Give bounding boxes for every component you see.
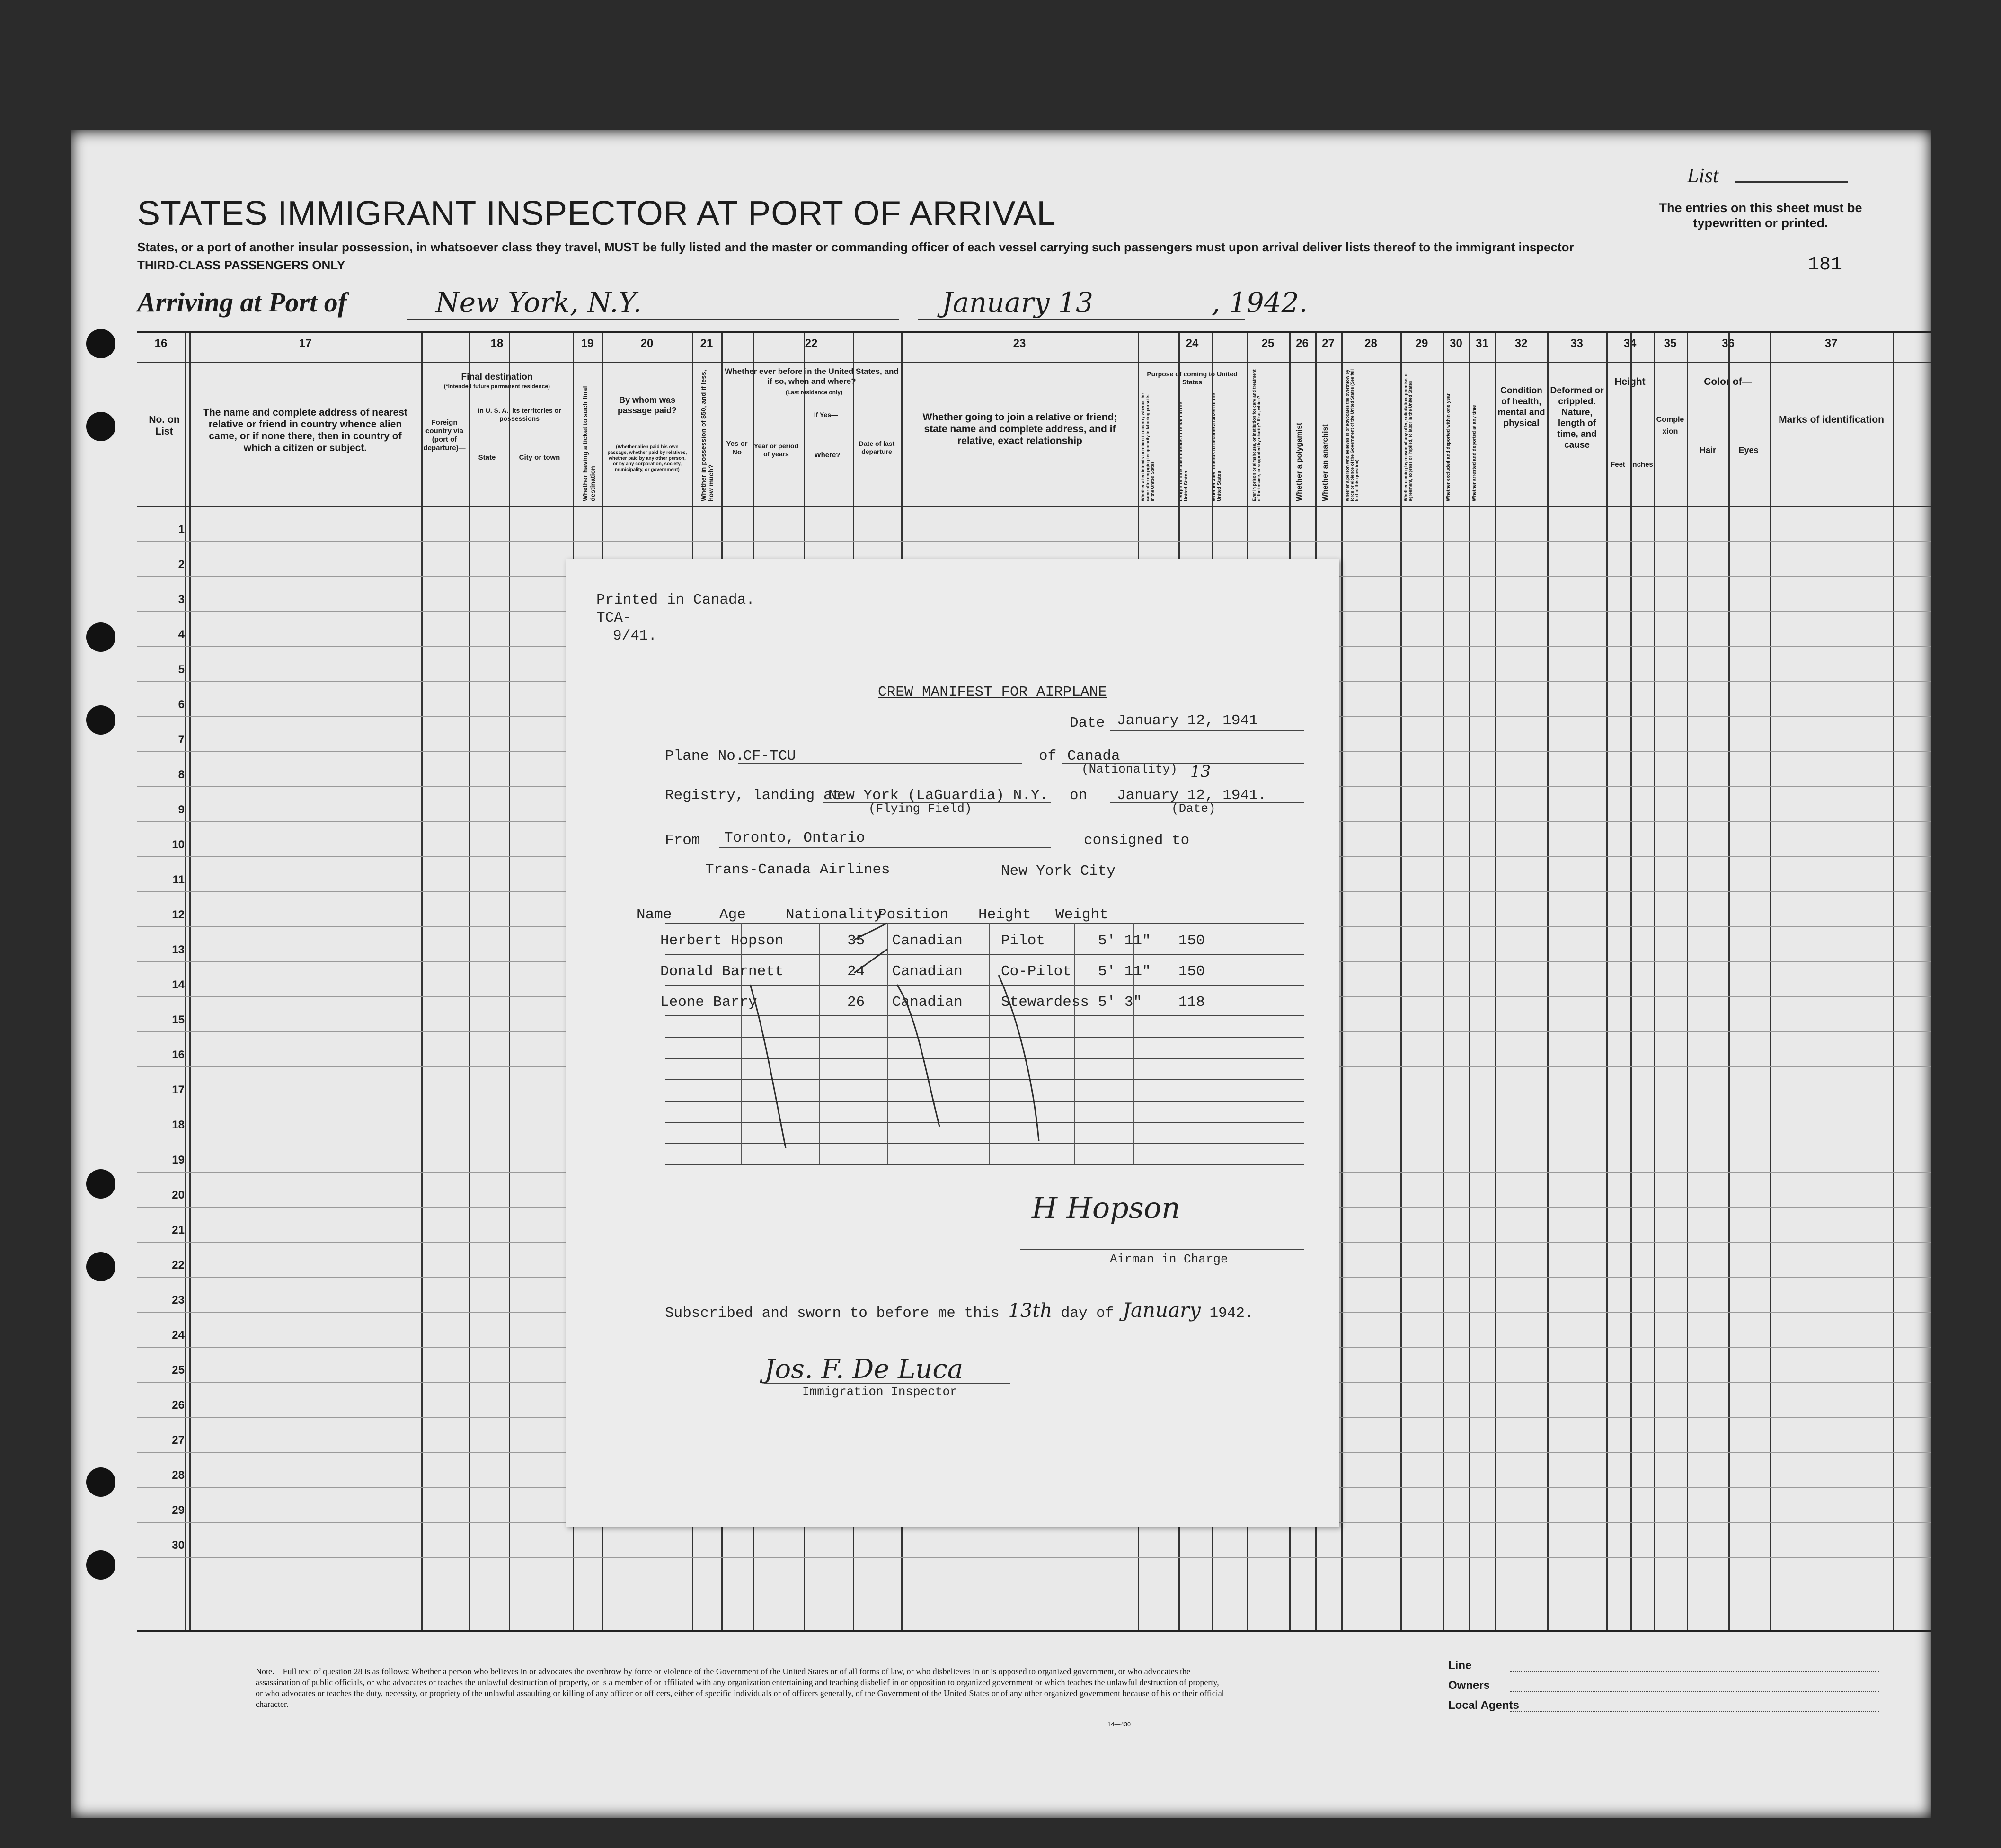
crew-row-rule <box>665 954 1304 955</box>
col-num-37: 37 <box>1824 337 1838 350</box>
crew-height[interactable]: 5' 11" <box>1098 963 1151 980</box>
row-number: 16 <box>172 1048 185 1061</box>
crew-row-rule <box>665 1101 1304 1102</box>
header-divider <box>137 506 1931 507</box>
column-rule <box>1547 333 1549 1630</box>
crew-height[interactable]: 5' 3" <box>1098 994 1142 1011</box>
header-feet: Feet <box>1611 461 1625 469</box>
sworn-text <box>665 1298 1254 1322</box>
date-correction: 13 <box>1190 762 1211 781</box>
row-number: 30 <box>172 1539 185 1552</box>
col-num-32: 32 <box>1514 337 1528 350</box>
col-num-28: 28 <box>1364 337 1377 350</box>
crew-manifest-slip <box>566 559 1339 1527</box>
inspector-caption: Immigration Inspector <box>802 1385 957 1399</box>
column-number-divider <box>137 362 1931 363</box>
row-number: 28 <box>172 1469 185 1482</box>
row-number: 8 <box>178 768 185 781</box>
header-year-period: Year or period of years <box>753 442 799 458</box>
col-num-18: 18 <box>490 337 504 350</box>
header-passage-paid-note: (Whether alien paid his own passage, whether paid by relatives, whether paid by any other person, or by any corporation, society, municipality, or government) <box>607 444 687 472</box>
date-caption: (Date) <box>1171 801 1216 816</box>
row-number: 19 <box>172 1154 185 1166</box>
column-rule <box>1630 333 1632 1630</box>
crew-column-rule <box>1133 923 1134 1164</box>
header-in-usa: In U. S. A., its territories or possessions <box>478 407 561 422</box>
crew-name[interactable]: Donald Barnett <box>660 963 784 980</box>
punch-hole <box>86 1252 115 1281</box>
header-going-to-join: Whether going to join a relative or friend; state name and complete address, and if relative, exact relationship <box>922 412 1117 446</box>
field-caption: (Flying Field) <box>868 801 972 816</box>
arriving-date[interactable]: January 13 <box>942 286 1093 319</box>
footer-agents-field[interactable] <box>1510 1711 1879 1712</box>
sworn-prefix: Subscribed and sworn to before me this <box>665 1305 1000 1322</box>
crew-column-rule <box>1074 923 1075 1164</box>
crew-row-rule <box>665 1015 1304 1016</box>
col-num-25: 25 <box>1261 337 1275 350</box>
form-title: STATES IMMIGRANT INSPECTOR AT PORT OF ARRIVAL <box>137 195 1056 232</box>
crew-age[interactable]: 24 <box>847 963 865 980</box>
row-number: 18 <box>172 1119 185 1131</box>
header-labor-offer: Whether coming by reason of any offer, solicitation, promise, or agreement, express or implied, to labor in the United States <box>1403 372 1413 501</box>
header-foreign-country: Foreign country via (port of departure)— <box>423 418 466 452</box>
printed-in: Printed in Canada. <box>596 592 755 608</box>
header-ticket: Whether having a ticket to such final destination <box>581 386 596 501</box>
row-number: 15 <box>172 1013 185 1026</box>
header-marks: Marks of identification <box>1779 414 1884 425</box>
crew-position[interactable]: Co-Pilot <box>1001 963 1071 980</box>
column-rule <box>1469 333 1470 1630</box>
from-label: From <box>665 832 700 849</box>
header-arrested: Whether arrested and deported at any time <box>1472 405 1477 501</box>
column-rule <box>1341 333 1343 1630</box>
column-rule <box>1495 333 1496 1630</box>
arriving-label: Arriving at Port of <box>137 287 347 318</box>
form-subtitle: States, or a port of another insular possession, in whatsoever class they travel, MUST be fully listed and the master or commanding officer of each vessel carrying such passengers must upon arrival deliver lists thereof to the immigrant inspector <box>137 240 1574 254</box>
footer-agents-label: Local Agents <box>1448 1699 1519 1712</box>
header-eyes: Eyes <box>1738 445 1759 455</box>
crew-row-rule <box>665 1058 1304 1059</box>
header-excluded: Whether excluded and deported within one year <box>1446 393 1451 501</box>
nationality-caption: (Nationality) <box>1081 762 1178 776</box>
registry-label: Registry, landing at <box>665 787 841 804</box>
header-condition: Condition of health, mental and physical <box>1497 386 1545 428</box>
crew-weight[interactable]: 150 <box>1178 963 1205 980</box>
from-place[interactable]: Toronto, Ontario <box>724 830 865 846</box>
landing-date[interactable]: January 12, 1941. <box>1117 787 1267 804</box>
footer-line-label: Line <box>1448 1659 1472 1672</box>
airman-signature: H Hopson <box>1032 1191 1180 1225</box>
row-number: 27 <box>172 1434 185 1447</box>
header-height: Height <box>1614 376 1646 387</box>
header-yes-or-no: Yes or No <box>726 440 748 456</box>
col-num-27: 27 <box>1322 337 1335 350</box>
crew-weight[interactable]: 150 <box>1178 933 1205 949</box>
crew-age[interactable]: 35 <box>847 933 865 949</box>
footer-owners-field[interactable] <box>1510 1691 1879 1692</box>
manifest-title: CREW MANIFEST FOR AIRPLANE <box>878 684 1107 701</box>
row-number: 13 <box>172 943 185 956</box>
list-label: List <box>1687 164 1719 187</box>
airman-signature-line <box>1020 1249 1304 1250</box>
crew-name[interactable]: Leone Barry <box>660 994 757 1011</box>
row-number: 3 <box>178 593 185 606</box>
airline[interactable]: Trans-Canada Airlines <box>705 862 890 878</box>
crew-nationality[interactable]: Canadian <box>892 963 963 980</box>
inspector-signature: Jos. F. De Luca <box>764 1354 964 1385</box>
sworn-mid: day of <box>1061 1305 1114 1322</box>
crew-row-rule <box>665 1122 1304 1123</box>
header-nearest-relative: The name and complete address of nearest relative or friend in country whence alien came, or if none there, then in country of which a citizen or subject. <box>203 407 407 453</box>
header-where: Where? <box>814 451 841 459</box>
row-number: 6 <box>178 698 185 711</box>
manifest-date[interactable]: January 12, 1941 <box>1117 712 1258 729</box>
crew-column-rule <box>989 923 990 1164</box>
crew-nationality[interactable]: Canadian <box>892 933 963 949</box>
column-rule <box>189 333 191 1630</box>
crew-nationality[interactable]: Canadian <box>892 994 963 1011</box>
header-no-on-list: No. on List <box>149 414 180 437</box>
row-number: 29 <box>172 1504 185 1517</box>
punch-hole <box>86 1169 115 1199</box>
column-rule <box>1400 333 1402 1630</box>
header-city: City or town <box>519 453 560 462</box>
crew-header-position: Position <box>878 906 948 923</box>
col-num-29: 29 <box>1415 337 1428 350</box>
col-num-16: 16 <box>154 337 168 350</box>
row-number: 5 <box>178 663 185 676</box>
crew-row-rule <box>665 923 1304 924</box>
crew-header-name: Name <box>637 906 672 923</box>
destination-city[interactable]: New York City <box>1001 863 1116 880</box>
row-number: 21 <box>172 1224 185 1236</box>
col-num-34: 34 <box>1623 337 1637 350</box>
header-color-of: Color of— <box>1704 376 1752 387</box>
header-purpose-length: Length of time alien intends to remain in the United States <box>1178 401 1189 501</box>
column-rule <box>1606 333 1608 1630</box>
column-rule <box>1770 333 1771 1630</box>
col-num-33: 33 <box>1570 337 1583 350</box>
plane-number[interactable]: CF-TCU <box>743 748 796 764</box>
header-purpose-citizen: Whether alien intends to become a citizen of the United States <box>1212 393 1222 501</box>
column-rule <box>469 333 470 1630</box>
col-num-21: 21 <box>700 337 713 350</box>
col-num-20: 20 <box>640 337 654 350</box>
col-num-22: 22 <box>805 337 818 350</box>
crew-age[interactable]: 26 <box>847 994 865 1011</box>
header-question-28: Whether a person who believes in or advocates the overthrow by force or violence of the Government of the United States (See full text of this question) <box>1345 369 1359 501</box>
row-rule <box>137 541 1931 542</box>
row-number: 11 <box>172 873 185 886</box>
sworn-year: 1942. <box>1209 1305 1254 1322</box>
crew-height[interactable]: 5' 11" <box>1098 933 1151 949</box>
column-rule <box>185 333 186 1630</box>
on-label: on <box>1070 787 1088 804</box>
header-last-departure: Date of last departure <box>859 440 895 455</box>
crew-row-rule <box>665 1164 1304 1165</box>
footer-line-field[interactable] <box>1510 1671 1879 1672</box>
col-num-19: 19 <box>581 337 594 350</box>
header-if-yes: If Yes— <box>814 411 838 418</box>
sworn-month[interactable]: January <box>1123 1298 1201 1322</box>
row-number: 9 <box>178 803 185 816</box>
punch-hole <box>86 1467 115 1497</box>
inspector-signature-line <box>764 1383 1010 1384</box>
col-num-23: 23 <box>1013 337 1026 350</box>
row-number: 22 <box>172 1259 185 1271</box>
passenger-class: THIRD-CLASS PASSENGERS ONLY <box>137 258 345 272</box>
crew-column-rule <box>887 923 888 1164</box>
form-number: 14—430 <box>1107 1721 1131 1728</box>
header-state: State <box>478 453 496 462</box>
column-rule <box>1893 333 1894 1630</box>
row-number: 23 <box>172 1294 185 1306</box>
consigned-label: consigned to <box>1084 832 1190 849</box>
of-label: of <box>1039 748 1057 764</box>
date-underline <box>1110 730 1304 731</box>
punch-hole <box>86 412 115 441</box>
date-label: Date <box>1070 715 1105 731</box>
col-num-26: 26 <box>1296 337 1309 350</box>
header-fifty-dollars: Whether in possession of $50, and if less, how much? <box>699 370 715 501</box>
header-passage-paid: By whom was passage paid? <box>617 395 677 415</box>
sheet-number: 181 <box>1808 254 1842 275</box>
header-polygamist: Whether a polygamist <box>1295 422 1303 501</box>
country[interactable]: Canada <box>1067 748 1120 764</box>
airman-caption: Airman in Charge <box>1110 1252 1228 1266</box>
row-number: 4 <box>178 628 185 641</box>
header-complexion: Complexion <box>1656 416 1684 435</box>
row-number: 20 <box>172 1189 185 1201</box>
column-rule <box>1687 333 1688 1630</box>
crew-position[interactable]: Stewardess <box>1001 994 1089 1011</box>
crew-name[interactable]: Herbert Hopson <box>660 933 784 949</box>
port-underline <box>407 319 899 320</box>
header-ever-before: Whether ever before in the United States, and if so, when and where? <box>725 367 899 386</box>
header-inches: Inches <box>1630 461 1653 469</box>
plane-label: Plane No. <box>665 748 744 764</box>
crew-header-nationality: Nationality <box>786 906 883 923</box>
crew-column-rule <box>741 923 742 1164</box>
column-rule <box>1443 333 1444 1630</box>
crew-header-height: Height <box>978 906 1031 923</box>
header-final-destination-note: (*Intended future permanent residence) <box>443 383 550 390</box>
col-num-24: 24 <box>1186 337 1199 350</box>
form-code-2: 9/41. <box>613 628 657 644</box>
form-code-1: TCA- <box>596 610 632 626</box>
row-number: 10 <box>172 838 185 851</box>
question-28-note: Note.—Full text of question 28 is as follows: Whether a person who believes in or advocates the overthrow by force or violence of the Government of the United States or of all forms of law, or who disbelieves in or is opposed to organized government, or who advocates the assassination of public officials, or who advocates or teaches the unlawful destruction of property, or is a member of or affiliated with any organization entertaining and teaching disbelief in or opposition to organized government or which teaches the unlawful destruction of property, or who advocates or teaches the duty, necessity, or propriety of the unlawful assaulting or killing of any officer or officers, either of specific individuals or of officers generally, of the Government of the United States or of any other organized government because of his or their official character. <box>256 1667 1224 1709</box>
footer-owners-label: Owners <box>1448 1679 1490 1692</box>
header-hair: Hair <box>1699 445 1716 455</box>
column-rule <box>509 333 510 1630</box>
row-number: 26 <box>172 1399 185 1412</box>
crew-row-rule <box>665 1037 1304 1038</box>
row-number: 2 <box>178 558 185 571</box>
crew-row-rule <box>665 1143 1304 1144</box>
header-prison: Ever in prison or almshouse, or institution for care and treatment of the insane, or supported by charity? If so, which? <box>1252 369 1261 501</box>
column-rule <box>421 333 423 1630</box>
date-underline <box>918 319 1245 320</box>
row-number: 24 <box>172 1329 185 1342</box>
row-rule <box>137 1557 1931 1558</box>
col-num-35: 35 <box>1664 337 1677 350</box>
from-underline <box>719 847 1051 848</box>
row-number: 25 <box>172 1364 185 1377</box>
col-num-17: 17 <box>299 337 312 350</box>
row-number: 17 <box>172 1084 185 1096</box>
row-number: 14 <box>172 978 185 991</box>
punch-hole <box>86 705 115 735</box>
column-rule <box>1654 333 1655 1630</box>
crew-header-weight: Weight <box>1055 906 1108 923</box>
crew-row-rule <box>665 1079 1304 1080</box>
crew-header-age: Age <box>719 906 746 923</box>
header-purpose-return: Whether alien intends to return to country whence he came after engaging temporarily in laboring pursuits in the United States <box>1141 393 1155 501</box>
header-purpose: Purpose of coming to United States <box>1147 370 1238 386</box>
header-ever-before-note: (Last residence only) <box>785 389 843 396</box>
header-deformed: Deformed or crippled. Nature, length of time, and cause <box>1550 386 1604 450</box>
landing-field[interactable]: New York (LaGuardia) N.Y. <box>828 787 1049 804</box>
arriving-port[interactable]: New York, N.Y. <box>435 286 642 319</box>
crew-weight[interactable]: 118 <box>1178 994 1205 1011</box>
header-anarchist: Whether an anarchist <box>1321 424 1329 501</box>
plane-underline <box>738 763 1022 764</box>
arriving-line <box>137 286 1308 319</box>
header-final-destination: Final destination <box>461 372 533 382</box>
crew-row-rule <box>665 985 1304 986</box>
col-num-30: 30 <box>1450 337 1462 350</box>
punch-hole <box>86 622 115 652</box>
column-rule <box>1728 333 1730 1630</box>
row-number: 7 <box>178 733 185 746</box>
list-field[interactable] <box>1735 181 1848 183</box>
col-num-31: 31 <box>1476 337 1488 350</box>
entries-note: The entries on this sheet must be typewritten or printed. <box>1659 201 1862 230</box>
punch-hole <box>86 1550 115 1580</box>
col-num-36: 36 <box>1722 337 1735 350</box>
arriving-year[interactable]: , 1942. <box>1212 286 1308 319</box>
crew-column-rule <box>819 923 820 1164</box>
row-number: 1 <box>178 523 185 536</box>
sworn-day[interactable]: 13th <box>1008 1300 1053 1322</box>
punch-hole <box>86 329 115 358</box>
crew-position[interactable]: Pilot <box>1001 933 1045 949</box>
row-number: 12 <box>172 908 185 921</box>
